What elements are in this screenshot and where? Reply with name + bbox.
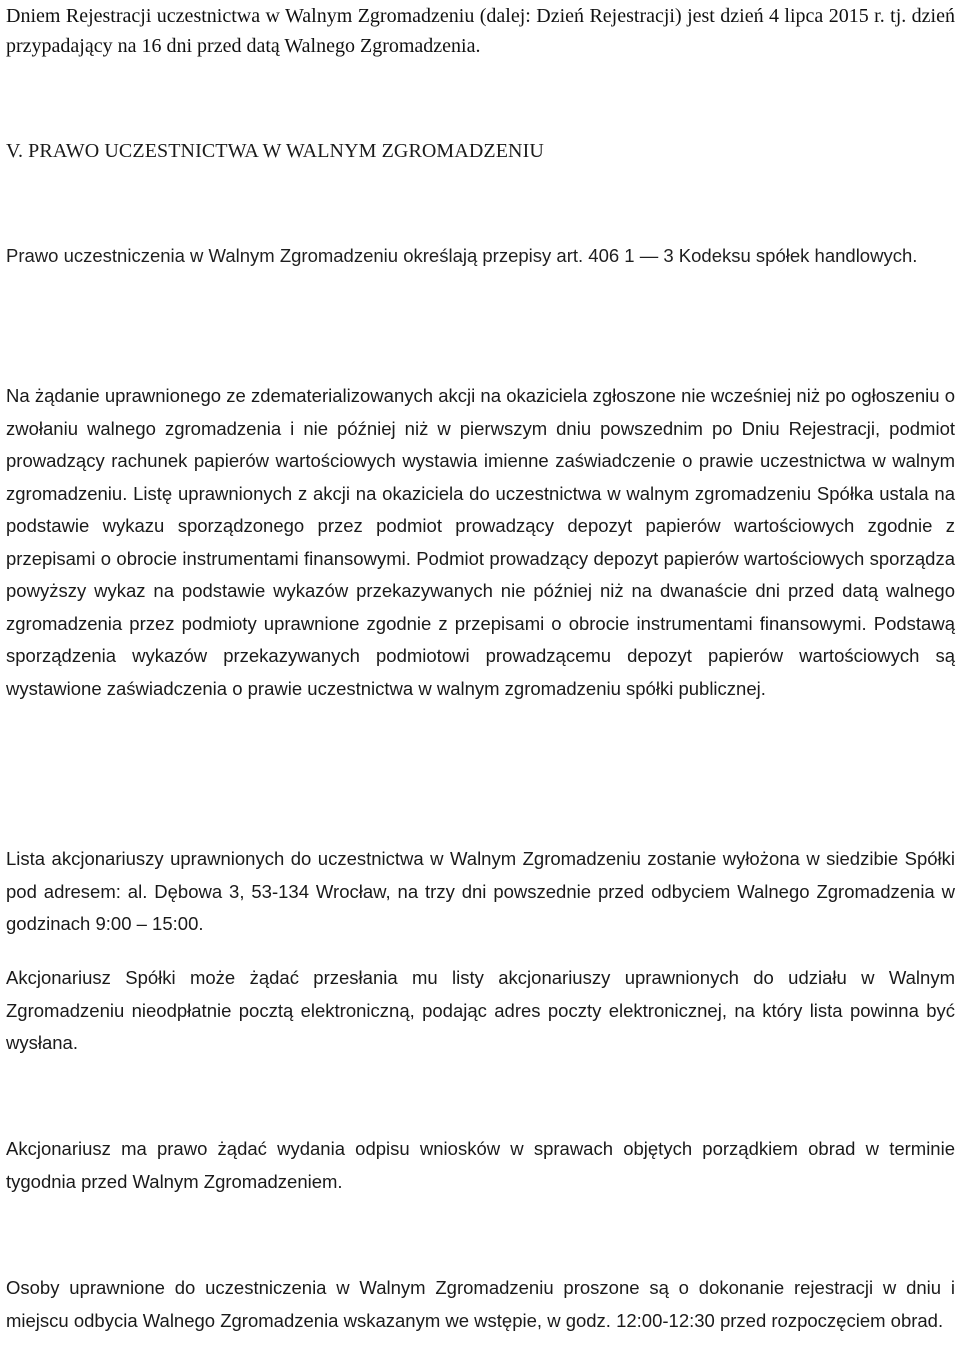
list-email-paragraph: Akcjonariusz Spółki może żądać przesłania mu listy akcjonariuszy uprawnionych do udziału w Walnym Zgromadzeniu nieodpłatnie pocztą elektroniczną, podając adres poczty elektronicznej, na który lista powinna być wysłana. [6, 967, 955, 1053]
certificate-paragraph: Na żądanie uprawnionego ze zdematerializowanych akcji na okaziciela zgłoszone nie wcześniej niż po ogłoszeniu o zwołaniu walnego zgromadzenia i nie później niż w pierwszym dniu powszednim po Dniu Rejestracji, podmiot prowadzący rachunek papierów wartościowych wystawia imienne zaświadczenie o prawie uczestnictwa w walnym zgromadzeniu. Listę uprawnionych z akcji na okaziciela do uczestnictwa w walnym zgromadzeniu Spółka ustala na podstawie wykazu sporządzonego przez podmiot prowadzący depozyt papierów wartościowych zgodnie z przepisami o obrocie instrumentami finansowymi. Podmiot prowadzący depozyt papierów wartościowych sporządza powyższy wykaz na podstawie wykazów przekazywanych nie później niż na dwanaście dni przed datą walnego zgromadzenia przez podmioty uprawnione zgodnie z przepisami o obrocie instrumentami finansowymi. Podstawą sporządzenia wykazów przekazywanych podmiotowi prowadzącemu depozyt papierów wartościowych są wystawione zaświadczenia o prawie uczestnictwa w walnym zgromadzeniu spółki publicznej. [6, 385, 955, 699]
motions-copy-paragraph: Akcjonariusz ma prawo żądać wydania odpisu wniosków w sprawach objętych porządkiem obrad w terminie tygodnia przed Walnym Zgromadzeniem. [6, 1138, 955, 1192]
list-display-paragraph: Lista akcjonariuszy uprawnionych do uczestnictwa w Walnym Zgromadzeniu zostanie wyłożona w siedzibie Spółki pod adresem: al. Dębowa 3, 53-134 Wrocław, na trzy dni powszednie przed odbyciem Walnego Zgromadzenia w godzinach 9:00 – 15:00. [6, 848, 955, 934]
intro-paragraph: Dniem Rejestracji uczestnictwa w Walnym Zgromadzeniu (dalej: Dzień Rejestracji) jest dzień 4 lipca 2015 r. tj. dzień przypadający na 16 dni przed datą Walnego Zgromadzenia. [6, 5, 955, 57]
section-heading: V. PRAWO UCZESTNICTWA W WALNYM ZGROMADZENIU [6, 140, 544, 162]
legal-basis-paragraph: Prawo uczestniczenia w Walnym Zgromadzeniu określają przepisy art. 406 1 — 3 Kodeksu spółek handlowych. [6, 245, 918, 266]
registration-paragraph: Osoby uprawnione do uczestniczenia w Walnym Zgromadzeniu proszone są o dokonanie rejestracji w dniu i miejscu odbycia Walnego Zgromadzenia wskazanym we wstępie, w godz. 12:00-12:30 przed rozpoczęciem obrad. [6, 1277, 955, 1331]
